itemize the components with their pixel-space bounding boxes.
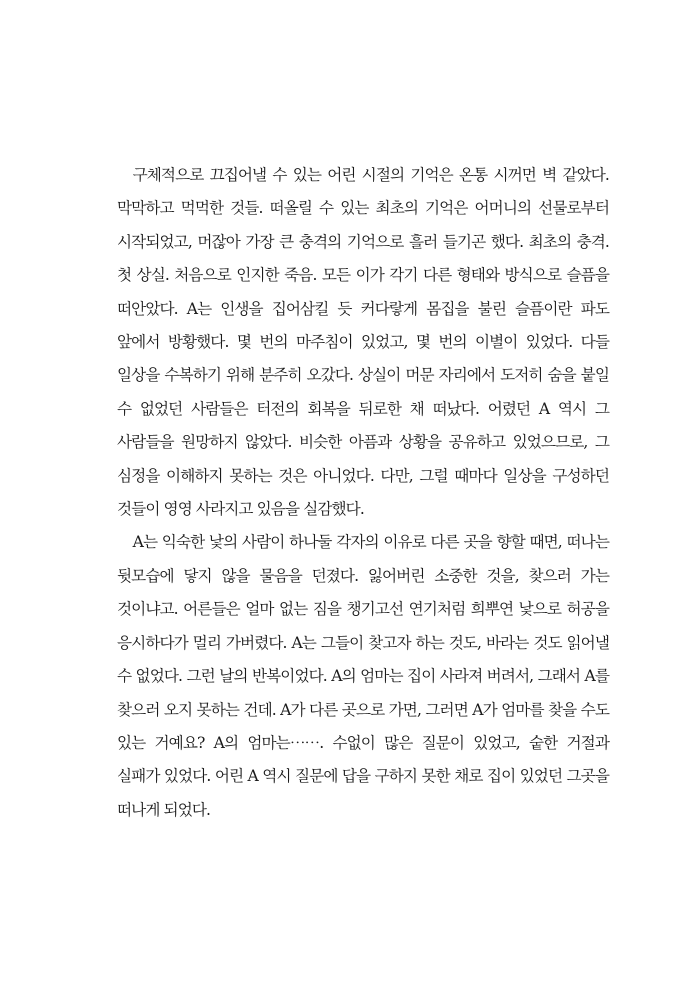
body-text: [117, 159, 609, 827]
paragraph-2: A는 익숙한 낯의 사람이 하나둘 각자의 이유로 다른 곳을 향할 때면, 떠나는 뒷모습에 닿지 않을 물음을 던졌다. 잃어버린 소중한 것을, 찾으러 가는 것이냐고. 어른들은 얼마 없는 짐을 챙기고선 연기처럼 희뿌연 낯으로 허공을 응시하다가 멀리 가버렸다. A는 그들이 찾고자 하는 것도, 바라는 것도 읽어낼 수 없었다. 그런 날의 반복이었다. A의 엄마는 집이 사라져 버려서, 그래서 A를 찾으러 오지 못하는 건데. A가 다른 곳으로 가면, 그러면 A가 엄마를 찾을 수도 있는 거예요? A의 엄마는⋯⋯. 수없이 많은 질문이 있었고, 숱한 거절과 실패가 있었다. 어린 A 역시 질문에 답을 구하지 못한 채로 집이 있었던 그곳을 떠나게 되었다.: [117, 533, 609, 819]
paragraph-1: 구체적으로 끄집어낼 수 있는 어린 시절의 기억은 온통 시꺼먼 벽 같았다. 막막하고 먹먹한 것들. 떠올릴 수 있는 최초의 기억은 어머니의 선물로부터 시작되었고, 머잖아 가장 큰 충격의 기억으로 흘러 들기곤 했다. 최초의 충격. 첫 상실. 처음으로 인지한 죽음. 모든 이가 각기 다른 형태와 방식으로 슬픔을 떠안았다. A는 인생을 집어삼킬 듯 커다랗게 몸집을 불린 슬픔이란 파도 앞에서 방황했다. 몇 번의 마주침이 있었고, 몇 번의 이별이 있었다. 다들 일상을 수복하기 위해 분주히 오갔다. 상실이 머문 자리에서 도저히 숨을 붙일 수 없었던 사람들은 터전의 회복을 뒤로한 채 떠났다. 어렸던 A 역시 그 사람들을 원망하지 않았다. 비슷한 아픔과 상황을 공유하고 있었으므로, 그 심정을 이해하지 못하는 것은 아니었다. 다만, 그럴 때마다 일상을 구성하던 것들이 영영 사라지고 있음을 실감했다.: [117, 166, 609, 519]
